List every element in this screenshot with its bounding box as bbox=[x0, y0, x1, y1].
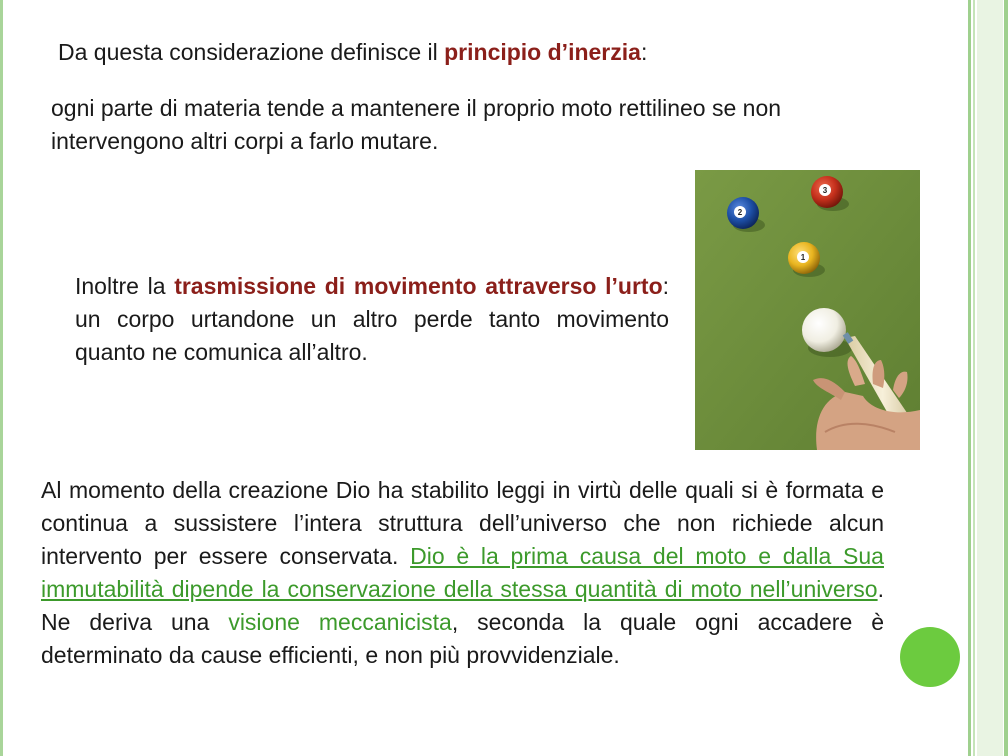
inertia-definition: ogni parte di materia tende a mantenere il proprio moto rettilineo se non intervengono altri corpi a farlo mutare. bbox=[51, 95, 782, 154]
creation-paragraph bbox=[41, 474, 884, 672]
ball-3-number: 3 bbox=[822, 186, 828, 195]
decorative-green-dot bbox=[900, 627, 960, 687]
ball-2-number: 2 bbox=[737, 208, 743, 217]
billiard-illustration bbox=[695, 170, 920, 450]
creation-text-3: , seconda la quale ogni accadere è determinato da cause efficienti, e non più provvidenziale. bbox=[41, 609, 885, 668]
inertia-principle-term: principio d’inerzia bbox=[444, 39, 641, 65]
intro-text: Da questa considerazione definisce il bbox=[58, 39, 445, 65]
left-frame-line bbox=[0, 0, 3, 756]
first-cause-link[interactable]: Dio è la prima causa del moto e dalla Sua immutabilità dipende la conservazione della stessa quantità di moto nell’universo bbox=[41, 543, 884, 602]
transmission-rest: : un corpo urtandone un altro perde tanto movimento quanto ne comunica all’altro. bbox=[75, 273, 670, 365]
rail bbox=[973, 0, 975, 756]
intro-paragraph bbox=[58, 36, 647, 69]
transmission-prefix: Inoltre la bbox=[75, 273, 175, 299]
rail bbox=[977, 0, 1003, 756]
rail bbox=[1004, 0, 1008, 756]
mechanistic-vision-term: visione meccanicista bbox=[228, 609, 452, 635]
right-decorative-rails bbox=[968, 0, 1008, 756]
transmission-paragraph bbox=[75, 270, 669, 369]
creation-text-2: . Ne deriva una bbox=[41, 576, 884, 635]
intro-colon: : bbox=[640, 39, 648, 65]
cue-ball bbox=[802, 308, 846, 352]
billiard-photo bbox=[695, 170, 920, 450]
transmission-term: trasmissione di movimento attraverso l’urto bbox=[174, 273, 663, 299]
ball-2 bbox=[727, 197, 759, 229]
ball-1-number: 1 bbox=[800, 253, 806, 262]
rail bbox=[968, 0, 971, 756]
ball-3 bbox=[811, 176, 843, 208]
creation-text-1: Al momento della creazione Dio ha stabilito leggi in virtù delle quali si è formata e continua a sussistere l’intera struttura dell’universo che non richiede alcun intervento per essere conservata. bbox=[41, 477, 884, 569]
ball-1 bbox=[788, 242, 820, 274]
